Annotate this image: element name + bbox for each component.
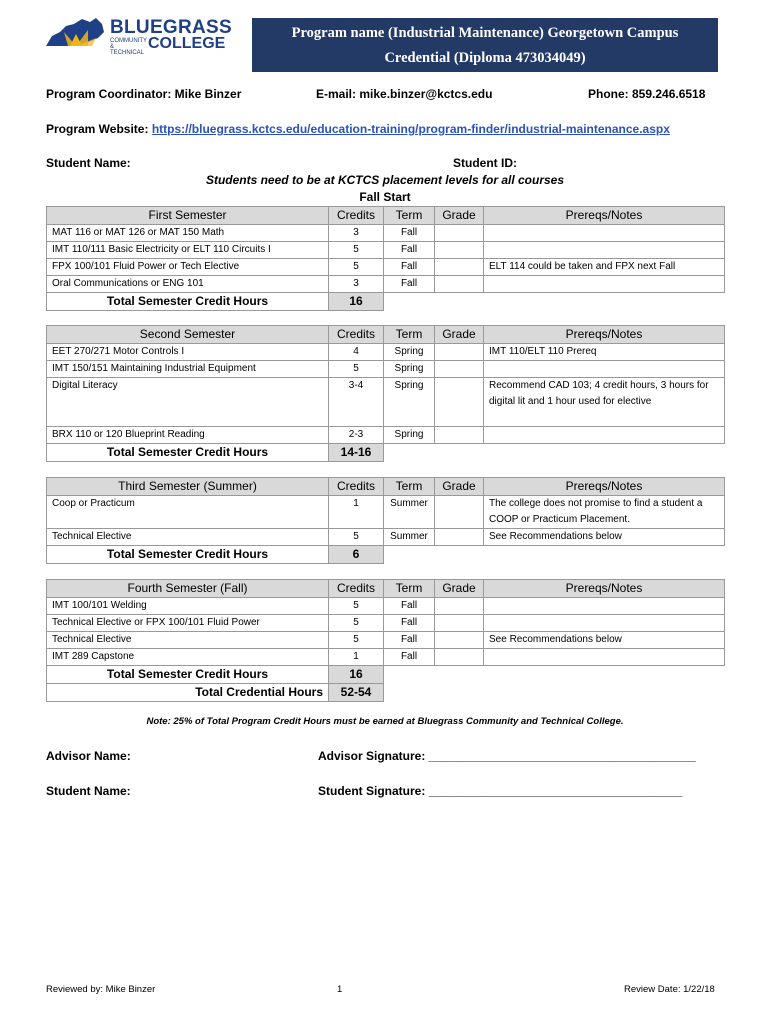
notes-cell: The college does not promise to find a student a COOP or Practicum Placement. <box>484 496 725 529</box>
grade-cell[interactable] <box>435 242 484 259</box>
course-cell: IMT 110/111 Basic Electricity or ELT 110 Circuits I <box>47 242 329 259</box>
total-value: 6 <box>329 546 384 564</box>
grade-cell[interactable] <box>435 259 484 276</box>
table-row <box>47 427 725 444</box>
credit-residency-note: Note: 25% of Total Program Credit Hours must be earned at Bluegrass Community and Technical College. <box>146 716 624 727</box>
term-cell: Summer <box>384 496 435 529</box>
course-cell: Digital Literacy <box>47 378 329 427</box>
credits-header: Credits <box>329 580 384 598</box>
grade-cell[interactable] <box>435 496 484 529</box>
notes-header: Prereqs/Notes <box>484 478 725 496</box>
table-row <box>47 632 725 649</box>
term-cell: Spring <box>384 344 435 361</box>
notes-cell <box>484 242 725 259</box>
table-header <box>47 478 725 496</box>
fall-start-label: Fall Start <box>359 190 411 204</box>
total-row <box>47 546 725 564</box>
credits-cell: 5 <box>329 259 384 276</box>
term-cell: Fall <box>384 649 435 666</box>
course-cell: EET 270/271 Motor Controls I <box>47 344 329 361</box>
website-link[interactable]: https://bluegrass.kctcs.edu/education-training/program-finder/industrial-maintenance.aspx <box>151 122 670 136</box>
credits-cell: 3-4 <box>329 378 384 427</box>
term-cell: Spring <box>384 378 435 427</box>
course-cell: Coop or Practicum <box>47 496 329 529</box>
notes-cell <box>484 649 725 666</box>
table-row <box>47 378 725 427</box>
advisor-signature-line[interactable]: Advisor Signature: ________________________________________ <box>318 749 696 763</box>
total-row <box>47 293 725 311</box>
total-row <box>47 444 725 462</box>
semester-title: Fourth Semester (Fall) <box>47 580 329 598</box>
grade-cell[interactable] <box>435 529 484 546</box>
website-label: Program Website: <box>46 122 152 136</box>
banner-credential: Credential (Diploma 473034049) <box>384 50 586 66</box>
semester-title: First Semester <box>47 207 329 225</box>
term-cell: Fall <box>384 225 435 242</box>
grade-cell[interactable] <box>435 344 484 361</box>
course-cell: IMT 100/101 Welding <box>47 598 329 615</box>
table-row <box>47 344 725 361</box>
table-row <box>47 225 725 242</box>
course-cell: BRX 110 or 120 Blueprint Reading <box>47 427 329 444</box>
notes-cell: Recommend CAD 103; 4 credit hours, 3 hours for digital lit and 1 hour used for elective <box>484 378 725 427</box>
total-label: Total Semester Credit Hours <box>47 444 329 462</box>
term-cell: Fall <box>384 632 435 649</box>
grade-cell[interactable] <box>435 225 484 242</box>
table-row <box>47 276 725 293</box>
table-row <box>47 242 725 259</box>
table-row <box>47 598 725 615</box>
term-cell: Fall <box>384 598 435 615</box>
course-cell: IMT 150/151 Maintaining Industrial Equipment <box>47 361 329 378</box>
credits-header: Credits <box>329 478 384 496</box>
credits-cell: 1 <box>329 649 384 666</box>
second-semester-table <box>46 325 725 462</box>
page-number: 1 <box>337 984 343 995</box>
credits-cell: 3 <box>329 276 384 293</box>
grade-cell[interactable] <box>435 378 484 427</box>
term-cell: Fall <box>384 615 435 632</box>
grade-cell[interactable] <box>435 615 484 632</box>
first-semester-table <box>46 206 725 311</box>
notes-cell <box>484 615 725 632</box>
table-row <box>47 649 725 666</box>
notes-cell: See Recommendations below <box>484 529 725 546</box>
coordinator-email: E-mail: mike.binzer@kctcs.edu <box>316 87 493 101</box>
term-cell: Fall <box>384 259 435 276</box>
review-date: Review Date: 1/22/18 <box>624 984 715 995</box>
notes-cell <box>484 361 725 378</box>
student-name-label: Student Name: <box>46 156 131 170</box>
logo-subtext: COMMUNITY & TECHNICAL <box>110 38 147 56</box>
notes-cell: IMT 110/ELT 110 Prereq <box>484 344 725 361</box>
table-row <box>47 529 725 546</box>
grade-cell[interactable] <box>435 632 484 649</box>
grade-cell[interactable] <box>435 276 484 293</box>
total-label: Total Semester Credit Hours <box>47 666 329 684</box>
credits-cell: 4 <box>329 344 384 361</box>
notes-header: Prereqs/Notes <box>484 580 725 598</box>
credits-cell: 1 <box>329 496 384 529</box>
student-name-sign-label: Student Name: <box>46 784 131 798</box>
term-header: Term <box>384 580 435 598</box>
banner-title: Program name (Industrial Maintenance) Georgetown Campus <box>291 25 679 41</box>
total-row <box>47 666 725 684</box>
credits-cell: 5 <box>329 615 384 632</box>
student-id-label: Student ID: <box>453 156 517 170</box>
semester-title: Second Semester <box>47 326 329 344</box>
credential-total-row <box>47 684 725 702</box>
credits-header: Credits <box>329 326 384 344</box>
semester-title: Third Semester (Summer) <box>47 478 329 496</box>
third-semester-table <box>46 477 725 564</box>
term-cell: Fall <box>384 276 435 293</box>
credential-total-value: 52-54 <box>329 684 384 702</box>
course-cell: IMT 289 Capstone <box>47 649 329 666</box>
course-cell: Technical Elective or FPX 100/101 Fluid Power <box>47 615 329 632</box>
placement-note: Students need to be at KCTCS placement levels for all courses <box>205 173 565 187</box>
notes-cell: ELT 114 could be taken and FPX next Fall <box>484 259 725 276</box>
advisor-name-label: Advisor Name: <box>46 749 131 763</box>
total-value: 16 <box>329 666 384 684</box>
notes-cell <box>484 598 725 615</box>
term-header: Term <box>384 478 435 496</box>
table-row <box>47 496 725 529</box>
course-cell: Technical Elective <box>47 632 329 649</box>
grade-cell[interactable] <box>435 649 484 666</box>
credits-cell: 5 <box>329 598 384 615</box>
table-header <box>47 580 725 598</box>
grade-header: Grade <box>435 207 484 225</box>
credits-cell: 5 <box>329 529 384 546</box>
grade-header: Grade <box>435 326 484 344</box>
term-cell: Fall <box>384 242 435 259</box>
total-value: 16 <box>329 293 384 311</box>
college-logo <box>44 14 232 56</box>
total-value: 14-16 <box>329 444 384 462</box>
table-row <box>47 615 725 632</box>
credits-cell: 3 <box>329 225 384 242</box>
table-row <box>47 259 725 276</box>
credits-header: Credits <box>329 207 384 225</box>
term-cell: Spring <box>384 427 435 444</box>
coordinator-phone: Phone: 859.246.6518 <box>588 87 706 101</box>
course-cell: FPX 100/101 Fluid Power or Tech Elective <box>47 259 329 276</box>
course-cell: Oral Communications or ENG 101 <box>47 276 329 293</box>
grade-header: Grade <box>435 478 484 496</box>
term-header: Term <box>384 326 435 344</box>
grade-cell[interactable] <box>435 361 484 378</box>
total-label: Total Semester Credit Hours <box>47 293 329 311</box>
program-banner <box>252 18 718 72</box>
student-signature-line[interactable]: Student Signature: ______________________________________ <box>318 784 683 798</box>
grade-cell[interactable] <box>435 427 484 444</box>
grade-cell[interactable] <box>435 598 484 615</box>
term-header: Term <box>384 207 435 225</box>
table-row <box>47 361 725 378</box>
notes-header: Prereqs/Notes <box>484 207 725 225</box>
reviewed-by: Reviewed by: Mike Binzer <box>46 984 156 995</box>
notes-cell: See Recommendations below <box>484 632 725 649</box>
credits-cell: 5 <box>329 632 384 649</box>
course-cell: Technical Elective <box>47 529 329 546</box>
total-label: Total Semester Credit Hours <box>47 546 329 564</box>
term-cell: Summer <box>384 529 435 546</box>
fourth-semester-table <box>46 579 725 702</box>
notes-cell <box>484 276 725 293</box>
term-cell: Spring <box>384 361 435 378</box>
credential-total-label: Total Credential Hours <box>47 684 329 702</box>
table-header <box>47 207 725 225</box>
logo-word-bluegrass: BLUEGRASS <box>110 17 232 38</box>
credits-cell: 5 <box>329 361 384 378</box>
notes-cell <box>484 225 725 242</box>
table-header <box>47 326 725 344</box>
credits-cell: 2-3 <box>329 427 384 444</box>
logo-map-icon <box>44 16 108 52</box>
course-cell: MAT 116 or MAT 126 or MAT 150 Math <box>47 225 329 242</box>
program-website <box>46 122 670 136</box>
credits-cell: 5 <box>329 242 384 259</box>
notes-cell <box>484 427 725 444</box>
grade-header: Grade <box>435 580 484 598</box>
notes-header: Prereqs/Notes <box>484 326 725 344</box>
logo-word-college: COLLEGE <box>148 35 226 52</box>
program-coordinator: Program Coordinator: Mike Binzer <box>46 87 242 101</box>
